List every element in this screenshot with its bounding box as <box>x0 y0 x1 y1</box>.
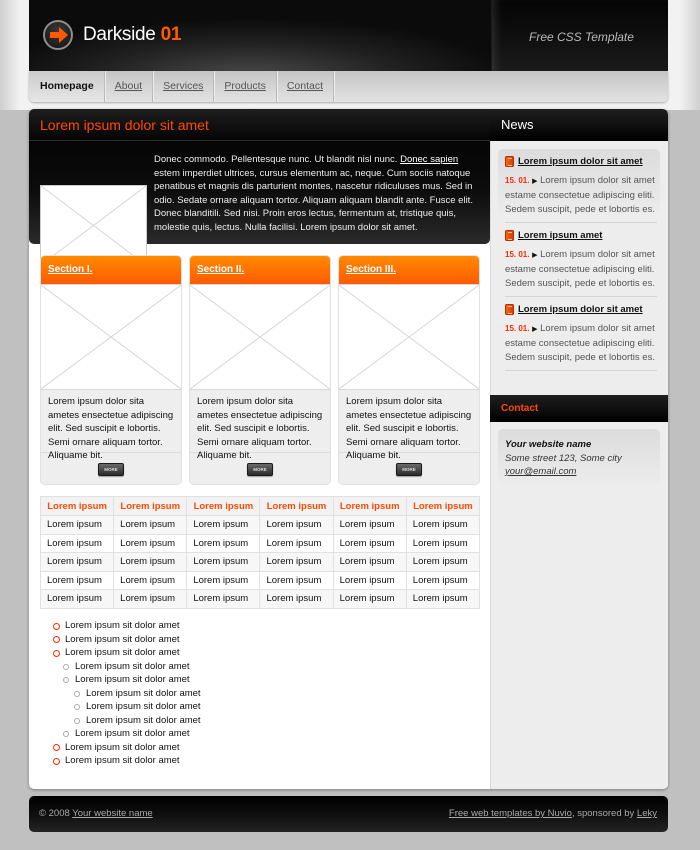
data-table <box>40 496 480 609</box>
list-item <box>53 646 201 660</box>
section-image-placeholder <box>41 284 181 390</box>
table-header-cell: Lorem ipsum <box>41 497 114 516</box>
table-row <box>41 534 480 553</box>
circle-bullet-icon <box>53 758 60 765</box>
intro-image-placeholder <box>40 185 147 266</box>
footer-credit-link[interactable]: Free web templates by Nuvio <box>448 808 572 819</box>
list-item <box>74 714 201 728</box>
divider <box>505 296 657 297</box>
table-cell: Lorem ipsum <box>114 571 187 590</box>
section-card <box>189 255 331 485</box>
list-item-text: Lorem ipsum sit dolor amet <box>65 647 180 658</box>
more-button[interactable]: MORE <box>396 463 422 476</box>
circle-bullet-icon <box>63 677 69 683</box>
news-item-title-link[interactable] <box>505 304 657 315</box>
news-header <box>490 109 668 141</box>
news-text: Lorem ipsum dolor sit amet estame consectetue adipiscing eliti. Sedem suscipit, pede et lobortis es. <box>505 249 655 289</box>
nav-item-contact[interactable]: Contact <box>277 71 334 102</box>
intro-text-part: Donec commodo. Pellentesque nunc. Ut blandit nisl nunc. <box>154 154 401 165</box>
section-image-placeholder <box>190 284 330 390</box>
footer-site-link[interactable]: Your website name <box>72 808 153 819</box>
table-cell: Lorem ipsum <box>41 534 114 553</box>
circle-bullet-icon <box>74 704 80 710</box>
triangle-right-icon: ▶ <box>532 326 538 333</box>
table-cell: Lorem ipsum <box>260 516 333 535</box>
site-header <box>29 0 668 71</box>
circle-bullet-icon <box>63 664 69 670</box>
table-cell: Lorem ipsum <box>114 516 187 535</box>
table-cell: Lorem ipsum <box>187 534 260 553</box>
table-row <box>41 590 480 609</box>
table-cell: Lorem ipsum <box>187 590 260 609</box>
more-button[interactable]: MORE <box>98 463 124 476</box>
section-card <box>40 255 182 485</box>
list-item-text: Lorem ipsum sit dolor amet <box>86 714 201 726</box>
section-title-link[interactable]: Section II. <box>197 264 245 275</box>
news-date: 15. 01. <box>505 250 530 259</box>
list-item <box>53 619 201 633</box>
news-date: 15. 01. <box>505 324 530 333</box>
section-text: Lorem ipsum dolor sita ametes ensectetue adipiscing elit. Sed suscipit e lobortis. Semi ornare aliquam tortor. Aliquame bit. <box>190 390 330 453</box>
table-cell: Lorem ipsum <box>187 516 260 535</box>
news-item-title: Lorem ipsum dolor sit amet <box>518 304 643 315</box>
section-card <box>338 255 480 485</box>
news-text: Lorem ipsum dolor sit amet estame consectetue adipiscing eliti. Sedem suscipit, pede et lobortis es. <box>505 323 655 363</box>
list-item-text: Lorem ipsum sit dolor amet <box>65 741 180 753</box>
list-item <box>53 754 201 768</box>
circle-bullet-icon <box>53 744 60 751</box>
table-cell: Lorem ipsum <box>260 534 333 553</box>
section-text: Lorem ipsum dolor sita ametes ensectetue adipiscing elit. Sed suscipit e lobortis. Semi ornare aliquam tortor. Aliquame bit. <box>41 390 181 453</box>
nav-item-about[interactable]: About <box>105 71 153 102</box>
triangle-right-icon: ▶ <box>532 252 538 259</box>
sponsored-text: , sponsored by <box>571 808 637 819</box>
list-item <box>63 673 201 687</box>
table-cell: Lorem ipsum <box>114 534 187 553</box>
more-button[interactable]: MORE <box>247 463 273 476</box>
news-item <box>505 230 657 290</box>
news-item-title-link[interactable] <box>505 156 657 167</box>
table-cell: Lorem ipsum <box>41 590 114 609</box>
contact-title: Contact <box>501 403 539 414</box>
triangle-right-icon: ▶ <box>532 178 538 185</box>
table-cell: Lorem ipsum <box>114 590 187 609</box>
document-icon <box>505 156 514 167</box>
logo-text: Darkside <box>83 24 156 45</box>
site-tagline: Free CSS Template <box>529 30 634 44</box>
contact-panel <box>498 429 660 485</box>
circle-bullet-icon <box>53 636 60 643</box>
news-item-body <box>505 248 657 290</box>
news-text: Lorem ipsum dolor sit amet estame consectetue adipiscing eliti. Sedem suscipit, pede et lobortis es. <box>505 175 655 215</box>
section-image-placeholder <box>339 284 479 390</box>
document-icon <box>505 304 514 315</box>
list-item <box>53 741 201 755</box>
circle-bullet-icon <box>74 718 80 724</box>
circle-bullet-icon <box>53 650 60 657</box>
list-item <box>63 660 201 674</box>
table-cell: Lorem ipsum <box>406 516 479 535</box>
list-item <box>63 727 201 741</box>
intro-text <box>154 153 476 235</box>
table-cell: Lorem ipsum <box>406 553 479 572</box>
table-cell: Lorem ipsum <box>333 516 406 535</box>
intro-text-part: estem imperdiet ultrices, cursus elementum ac, neque. Cum sociis natoque penatibus et magnis dis parturient montes, nascetur ridiculuses mus. Sed in odio. Sedate ornare aliquam tortor. Aliquam aliquam blandit ante. Fusce elit. Donec blanditili. Sed nisi. Proin eros lectus, fermentum at, tristique quis, molestie quis, lectus. Nulla facilisi. Lorem ipsum dolor sit amet. <box>154 167 473 233</box>
table-header-cell: Lorem ipsum <box>260 497 333 516</box>
section-card-header <box>339 256 479 284</box>
document-icon <box>505 230 514 241</box>
table-header-cell: Lorem ipsum <box>333 497 406 516</box>
table-cell: Lorem ipsum <box>406 534 479 553</box>
nav-item-products[interactable]: Products <box>214 71 276 102</box>
copyright-text: © 2008 <box>39 808 73 819</box>
list-item-text: Lorem ipsum sit dolor amet <box>65 633 180 645</box>
footer-credits <box>449 808 657 819</box>
contact-email-link[interactable]: your@email.com <box>505 466 577 477</box>
table-cell: Lorem ipsum <box>187 571 260 590</box>
footer-sponsor-link[interactable]: Leky <box>636 808 657 819</box>
circle-bullet-icon <box>53 623 60 630</box>
table-cell: Lorem ipsum <box>41 553 114 572</box>
circle-bullet-icon <box>74 691 80 697</box>
table-cell: Lorem ipsum <box>333 534 406 553</box>
section-card-header <box>41 256 181 284</box>
news-item <box>505 156 657 216</box>
table-row <box>41 553 480 572</box>
list-item-text: Lorem ipsum sit dolor amet <box>65 620 180 631</box>
table-cell: Lorem ipsum <box>41 571 114 590</box>
footer-copyright <box>39 808 153 819</box>
table-cell: Lorem ipsum <box>333 553 406 572</box>
list-item-text: Lorem ipsum sit dolor amet <box>75 660 190 672</box>
list-item-text: Lorem ipsum sit dolor amet <box>75 728 190 739</box>
table-cell: Lorem ipsum <box>333 590 406 609</box>
table-cell: Lorem ipsum <box>187 553 260 572</box>
nested-list <box>53 619 201 768</box>
table-header-row <box>41 497 480 516</box>
section-title-link[interactable]: Section III. <box>346 264 397 275</box>
intro-box <box>29 109 490 244</box>
nav-item-services[interactable]: Services <box>153 71 214 102</box>
section-card-header <box>190 256 330 284</box>
circle-bullet-icon <box>63 731 69 737</box>
list-item-text: Lorem ipsum sit dolor amet <box>65 755 180 766</box>
contact-address: Some street 123, Some city <box>505 452 622 464</box>
news-item-title-link[interactable] <box>505 230 657 241</box>
news-item-title: Lorem ipsum amet <box>518 230 603 241</box>
table-cell: Lorem ipsum <box>114 553 187 572</box>
list-item-text: Lorem ipsum sit dolor amet <box>86 701 201 712</box>
arrow-right-circle-icon[interactable] <box>43 20 73 50</box>
table-row <box>41 516 480 535</box>
contact-name: Your website name <box>505 439 592 450</box>
table-header-cell: Lorem ipsum <box>406 497 479 516</box>
section-title-link[interactable]: Section I. <box>48 264 93 275</box>
table-cell: Lorem ipsum <box>260 571 333 590</box>
list-item <box>53 633 201 647</box>
table-cell: Lorem ipsum <box>260 590 333 609</box>
news-item <box>505 304 657 364</box>
news-item-body <box>505 174 657 216</box>
list-item-text: Lorem ipsum sit dolor amet <box>75 674 190 685</box>
list-item <box>74 687 201 701</box>
intro-link[interactable]: Donec sapien <box>400 154 459 165</box>
table-row <box>41 571 480 590</box>
content-wrapper <box>29 109 668 789</box>
table-cell: Lorem ipsum <box>260 553 333 572</box>
site-footer <box>29 796 668 832</box>
table-header-cell: Lorem ipsum <box>187 497 260 516</box>
list-item-text: Lorem ipsum sit dolor amet <box>86 687 201 699</box>
table-cell: Lorem ipsum <box>406 590 479 609</box>
table-cell: Lorem ipsum <box>333 571 406 590</box>
site-logo[interactable] <box>83 24 181 46</box>
section-text: Lorem ipsum dolor sita ametes ensectetue adipiscing elit. Sed suscipit e lobortis. Semi ornare aliquam tortor. Aliquame bit. <box>339 390 479 453</box>
intro-title: Lorem ipsum dolor sit amet <box>40 117 209 133</box>
news-title: News <box>501 117 534 132</box>
contact-header <box>490 395 668 422</box>
logo-number: 01 <box>160 24 182 45</box>
divider <box>505 370 657 371</box>
news-date: 15. 01. <box>505 176 530 185</box>
list-item <box>74 700 201 714</box>
nav-item-homepage[interactable]: Homepage <box>29 71 105 102</box>
main-nav <box>29 71 668 102</box>
table-header-cell: Lorem ipsum <box>114 497 187 516</box>
table-cell: Lorem ipsum <box>41 516 114 535</box>
news-item-body <box>505 322 657 364</box>
divider <box>505 222 657 223</box>
news-item-title: Lorem ipsum dolor sit amet <box>518 156 643 167</box>
table-cell: Lorem ipsum <box>406 571 479 590</box>
